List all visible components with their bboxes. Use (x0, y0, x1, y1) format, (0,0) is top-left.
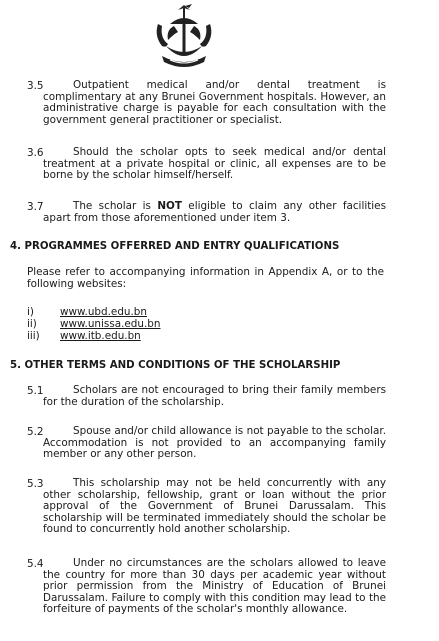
item-text: Should the scholar opts to seek medical and/or dental treatment at a private hospital or clinic, all expenses are to be borne by the scholar himself/herself. (43, 146, 386, 182)
item-text: Spouse and/or child allowance is not payable to the scholar. Accommodation is not provided to an accompanying family member or any other person. (43, 425, 386, 461)
link-row (27, 331, 141, 343)
link-row (27, 307, 147, 319)
section-heading: 5. OTHER TERMS AND CONDITIONS OF THE SCHOLARSHIP (10, 360, 341, 371)
item-number: 5.4 (27, 558, 44, 570)
section-intro: Please refer to accompanying information in Appendix A, or to the following websites: (27, 266, 384, 290)
item-number: 5.3 (27, 478, 44, 490)
item-number: 3.7 (27, 201, 44, 213)
item-text-post: eligible to claim any other facilities apart from those aforementioned under item 3. (43, 200, 386, 224)
item-number: 5.2 (27, 426, 44, 438)
item-text: This scholarship may not be held concurrently with any other scholarship, fellowship, grant or loan without the prior approval of the Government of Brunei Darussalam. This scholarship will be terminated immediately should the scholar be found to concurrently hold another scholarship. (43, 477, 386, 536)
brunei-crest-icon (148, 2, 220, 72)
item-text-pre: The scholar is (73, 200, 158, 212)
item-text: Outpatient medical and/or dental treatment is complimentary at any Brunei Government hospitals. However, an administrative charge is payable for each consultation with the government general practitioner or specialist. (43, 79, 386, 126)
section-heading: 4. PROGRAMMES OFFERRED AND ENTRY QUALIFICATIONS (10, 241, 340, 252)
link-row (27, 319, 160, 331)
link-numeral: ii) (27, 318, 37, 330)
item-number: 3.6 (27, 147, 44, 159)
item-number: 5.1 (27, 385, 44, 397)
link-itb[interactable]: www.itb.edu.bn (60, 330, 141, 342)
link-numeral: i) (27, 306, 34, 318)
link-numeral: iii) (27, 330, 40, 342)
link-unissa[interactable]: www.unissa.edu.bn (60, 318, 161, 330)
emphasis-not: NOT (157, 200, 182, 212)
item-number: 3.5 (27, 80, 44, 92)
link-ubd[interactable]: www.ubd.edu.bn (60, 306, 147, 318)
item-text (43, 201, 386, 224)
item-text: Scholars are not encouraged to bring their family members for the duration of the scholarship. (43, 384, 386, 408)
item-text: Under no circumstances are the scholars allowed to leave the country for more than 30 days per academic year without prior permission from the Ministry of Education of Brunei Darussalam. Failure to comply with this condition may lead to the forfeiture of payments of the scholar's monthly allowance. (43, 557, 386, 616)
